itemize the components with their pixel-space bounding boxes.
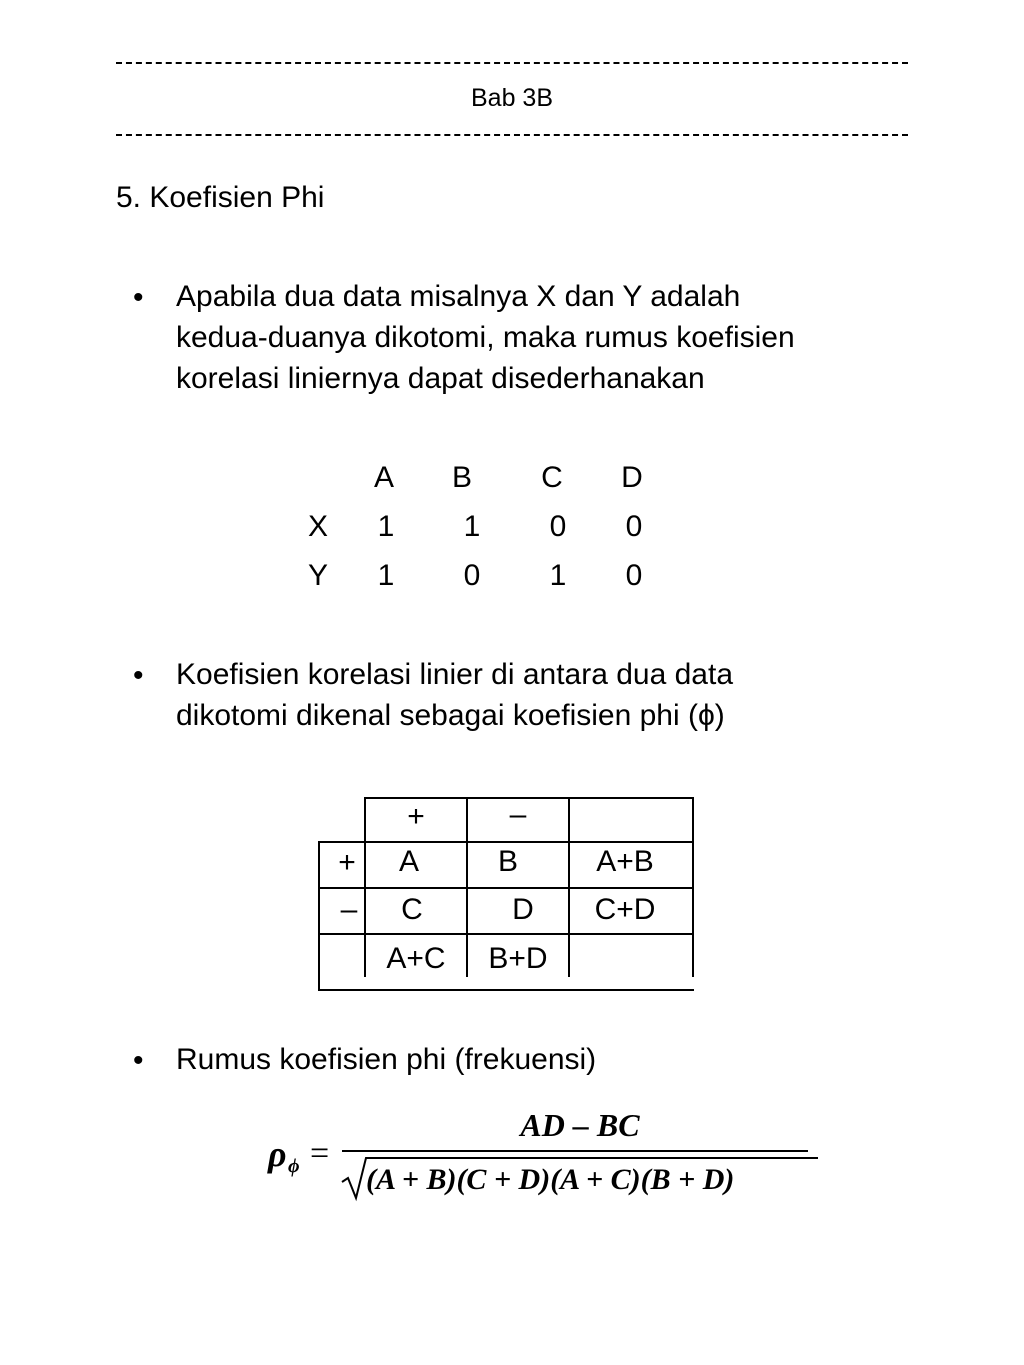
table-cell: 0 xyxy=(625,559,643,592)
table-cell: C xyxy=(401,893,423,926)
table-cell: B+D xyxy=(488,942,548,975)
table-rule xyxy=(318,933,694,935)
equals-sign: = xyxy=(310,1135,330,1172)
table-cell: 0 xyxy=(463,559,481,592)
column-header: C xyxy=(541,461,563,494)
text-line: Apabila dua data misalnya X dan Y adalah xyxy=(176,280,741,313)
table-cell: 1 xyxy=(377,559,395,592)
table-cell: A+C xyxy=(386,942,446,975)
row-label: – xyxy=(340,893,358,926)
fraction-bar xyxy=(342,1150,808,1152)
bullet-paragraph-phi-formula xyxy=(176,1039,936,1080)
table-cell: 1 xyxy=(463,510,481,543)
header-top-rule xyxy=(116,62,908,64)
table-cell: A xyxy=(398,845,419,878)
table-cell: C+D xyxy=(594,893,656,926)
chapter-header: Bab 3B xyxy=(470,84,553,112)
column-header: – xyxy=(509,798,527,831)
table-rule xyxy=(692,797,694,977)
text-line: Rumus koefisien phi (frekuensi) xyxy=(176,1043,597,1076)
text-line: dikotomi dikenal sebagai koefisien phi (ϕ) xyxy=(176,699,725,732)
table-rule xyxy=(318,989,694,991)
table-cell: A+B xyxy=(596,845,654,878)
table-rule xyxy=(318,887,694,889)
table-rule xyxy=(568,797,570,977)
column-header: B xyxy=(451,461,472,494)
bullet-marker: • xyxy=(133,659,144,692)
table-cell: 1 xyxy=(549,559,567,592)
contingency-table xyxy=(318,797,694,991)
bullet-marker: • xyxy=(133,1044,144,1077)
bullet-paragraph-dichotomy xyxy=(176,276,936,399)
phi-subscript: ϕ xyxy=(288,1155,300,1177)
column-header: A xyxy=(373,461,394,494)
row-label: X xyxy=(307,510,328,543)
rho-symbol: ρ xyxy=(268,1134,287,1174)
table-cell: 0 xyxy=(625,510,643,543)
text-line: kedua-duanya dikotomi, maka rumus koefisien xyxy=(176,321,795,354)
phi-coefficient-formula xyxy=(260,1100,820,1210)
header-bottom-rule xyxy=(116,134,908,136)
text-line: Koefisien korelasi linier di antara dua data xyxy=(176,658,734,691)
table-cell: B xyxy=(497,845,518,878)
row-label: Y xyxy=(307,559,328,592)
table-cell: 0 xyxy=(549,510,567,543)
table-rule xyxy=(318,841,694,843)
section-title: 5. Koefisien Phi xyxy=(116,181,325,214)
formula-numerator: AD – BC xyxy=(520,1107,640,1143)
table-cell: D xyxy=(512,893,534,926)
bullet-marker: • xyxy=(133,281,144,314)
row-label: + xyxy=(338,846,356,879)
table-cell: 1 xyxy=(377,510,395,543)
column-header: + xyxy=(407,800,425,833)
column-header: D xyxy=(621,461,643,494)
bullet-paragraph-phi-definition xyxy=(176,654,936,736)
formula-denominator: (A + B)(C + D)(A + C)(B + D) xyxy=(366,1163,735,1196)
text-line: korelasi liniernya dapat disederhanakan xyxy=(176,362,705,395)
